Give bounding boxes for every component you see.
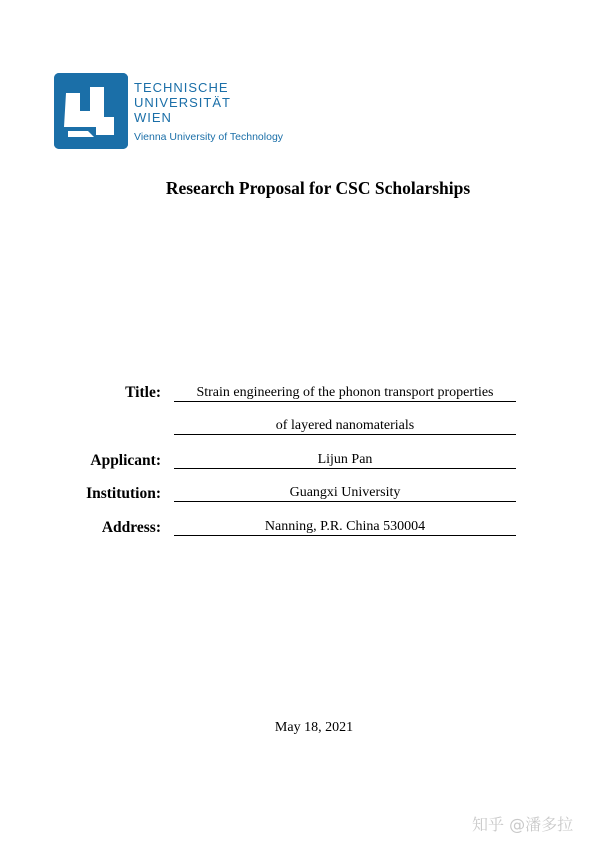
logo-line-3: WIEN (134, 110, 172, 125)
logo-subtitle: Vienna University of Technology (134, 131, 284, 143)
title-value-line-2: of layered nanomaterials (174, 418, 516, 435)
watermark: 知乎 @潘多拉 (472, 815, 574, 834)
title-label: Title: (125, 384, 161, 401)
applicant-label: Applicant: (90, 452, 161, 469)
logo-line-2: UNIVERSITÄT (134, 95, 231, 110)
title-value-line-1: Strain engineering of the phonon transport properties (174, 385, 516, 402)
logo-line-1: TECHNISCHE (134, 80, 229, 95)
institution-value: Guangxi University (174, 485, 516, 502)
address-value: Nanning, P.R. China 530004 (174, 519, 516, 536)
address-label: Address: (101, 519, 161, 536)
document-title: Research Proposal for CSC Scholarships (165, 178, 471, 198)
applicant-value: Lijun Pan (174, 452, 516, 469)
tu-logo-icon (54, 73, 128, 149)
university-logo (54, 73, 304, 149)
logo-wordmark (134, 80, 231, 125)
document-date: May 18, 2021 (274, 720, 354, 735)
institution-label: Institution: (86, 485, 161, 502)
